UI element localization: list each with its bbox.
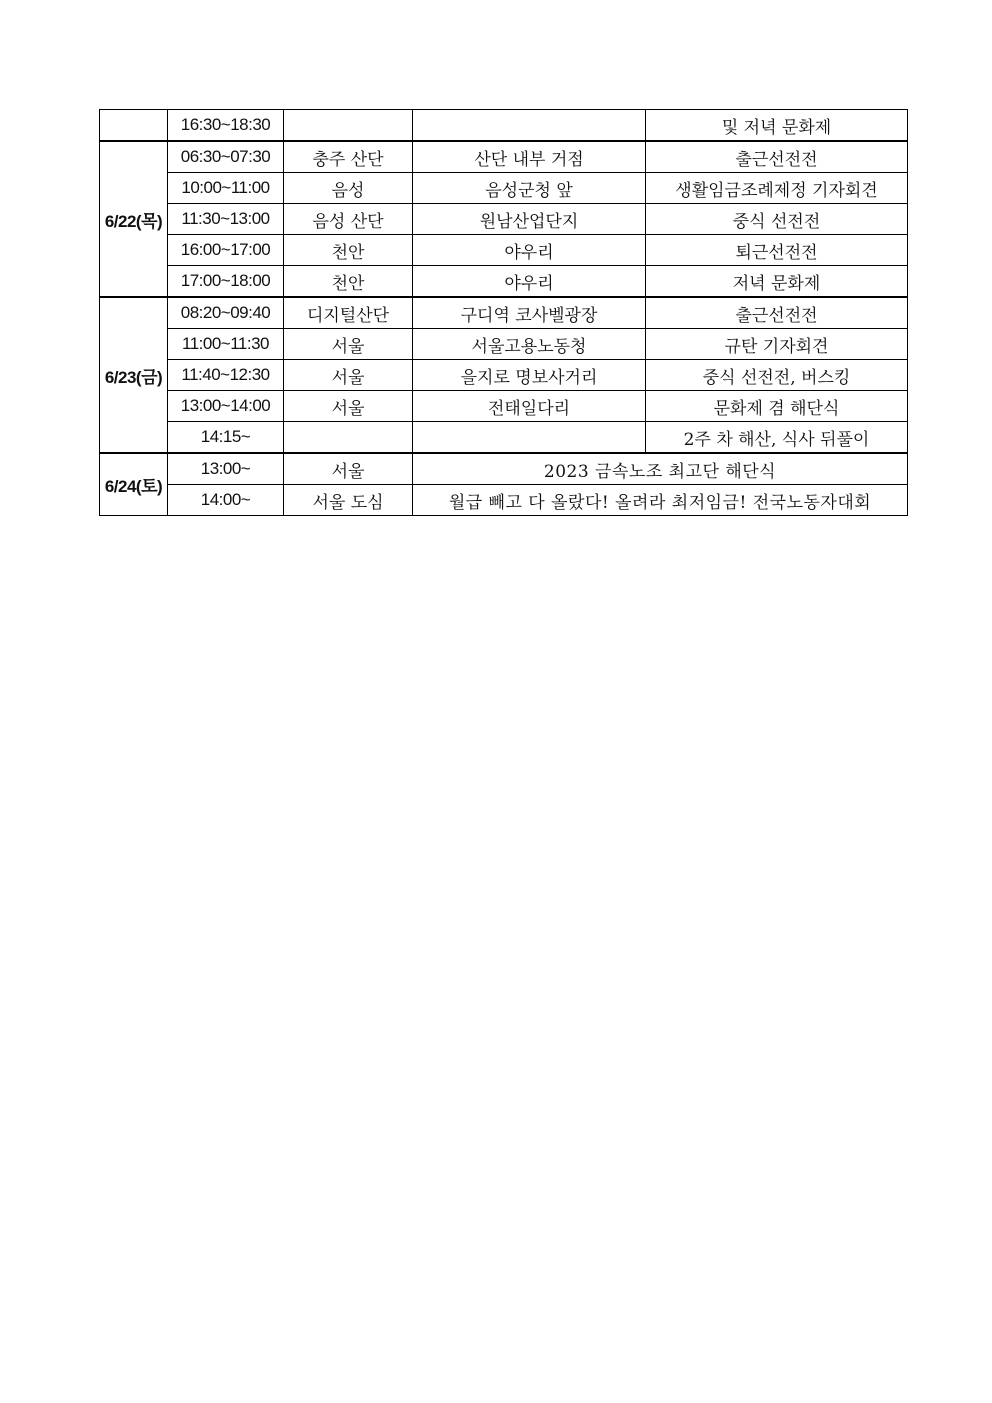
region-cell: 서울 — [284, 453, 413, 485]
time-cell: 16:30~18:30 — [168, 110, 284, 142]
date-cell-empty — [100, 110, 168, 142]
time-cell: 08:20~09:40 — [168, 297, 284, 329]
place-cell: 음성군청 앞 — [413, 173, 646, 204]
event-cell: 2주 차 해산, 식사 뒤풀이 — [646, 422, 908, 454]
event-cell: 중식 선전전 — [646, 204, 908, 235]
place-cell: 구디역 코사벨광장 — [413, 297, 646, 329]
time-cell: 10:00~11:00 — [168, 173, 284, 204]
time-cell: 06:30~07:30 — [168, 141, 284, 173]
region-cell: 천안 — [284, 266, 413, 298]
region-cell: 천안 — [284, 235, 413, 266]
event-cell: 생활임금조례제정 기자회견 — [646, 173, 908, 204]
place-cell — [413, 422, 646, 454]
place-cell: 서울고용노동청 — [413, 329, 646, 360]
place-cell: 야우리 — [413, 235, 646, 266]
event-cell: 퇴근선전전 — [646, 235, 908, 266]
table-row — [100, 235, 908, 266]
place-cell: 산단 내부 거점 — [413, 141, 646, 173]
region-cell: 음성 산단 — [284, 204, 413, 235]
merged-event-cell: 2023 금속노조 최고단 해단식 — [413, 453, 908, 485]
time-cell: 16:00~17:00 — [168, 235, 284, 266]
region-cell: 충주 산단 — [284, 141, 413, 173]
time-cell: 17:00~18:00 — [168, 266, 284, 298]
table-row — [100, 360, 908, 391]
region-cell: 서울 — [284, 391, 413, 422]
table-row — [100, 173, 908, 204]
table-row — [100, 110, 908, 142]
event-cell: 및 저녁 문화제 — [646, 110, 908, 142]
date-cell: 6/22(목) — [100, 141, 168, 297]
table-row — [100, 204, 908, 235]
region-cell: 서울 도심 — [284, 485, 413, 516]
event-cell: 중식 선전전, 버스킹 — [646, 360, 908, 391]
place-cell: 원남산업단지 — [413, 204, 646, 235]
table-row — [100, 422, 908, 454]
time-cell: 11:30~13:00 — [168, 204, 284, 235]
event-cell: 출근선전전 — [646, 297, 908, 329]
time-cell: 13:00~ — [168, 453, 284, 485]
table-row — [100, 329, 908, 360]
table-row — [100, 266, 908, 298]
region-cell — [284, 422, 413, 454]
region-cell — [284, 110, 413, 142]
region-cell: 서울 — [284, 329, 413, 360]
time-cell: 14:00~ — [168, 485, 284, 516]
date-cell: 6/23(금) — [100, 297, 168, 453]
place-cell: 을지로 명보사거리 — [413, 360, 646, 391]
time-cell: 11:00~11:30 — [168, 329, 284, 360]
time-cell: 13:00~14:00 — [168, 391, 284, 422]
place-cell: 야우리 — [413, 266, 646, 298]
schedule-table — [99, 109, 908, 516]
region-cell: 디지털산단 — [284, 297, 413, 329]
time-cell: 14:15~ — [168, 422, 284, 454]
region-cell: 음성 — [284, 173, 413, 204]
event-cell: 출근선전전 — [646, 141, 908, 173]
table-row — [100, 453, 908, 485]
table-row — [100, 485, 908, 516]
event-cell: 규탄 기자회견 — [646, 329, 908, 360]
event-cell: 문화제 겸 해단식 — [646, 391, 908, 422]
merged-event-cell: 월급 빼고 다 올랐다! 올려라 최저임금! 전국노동자대회 — [413, 485, 908, 516]
place-cell — [413, 110, 646, 142]
place-cell: 전태일다리 — [413, 391, 646, 422]
event-cell: 저녁 문화제 — [646, 266, 908, 298]
region-cell: 서울 — [284, 360, 413, 391]
table-row — [100, 297, 908, 329]
date-cell: 6/24(토) — [100, 453, 168, 516]
table-row — [100, 391, 908, 422]
time-cell: 11:40~12:30 — [168, 360, 284, 391]
table-row — [100, 141, 908, 173]
